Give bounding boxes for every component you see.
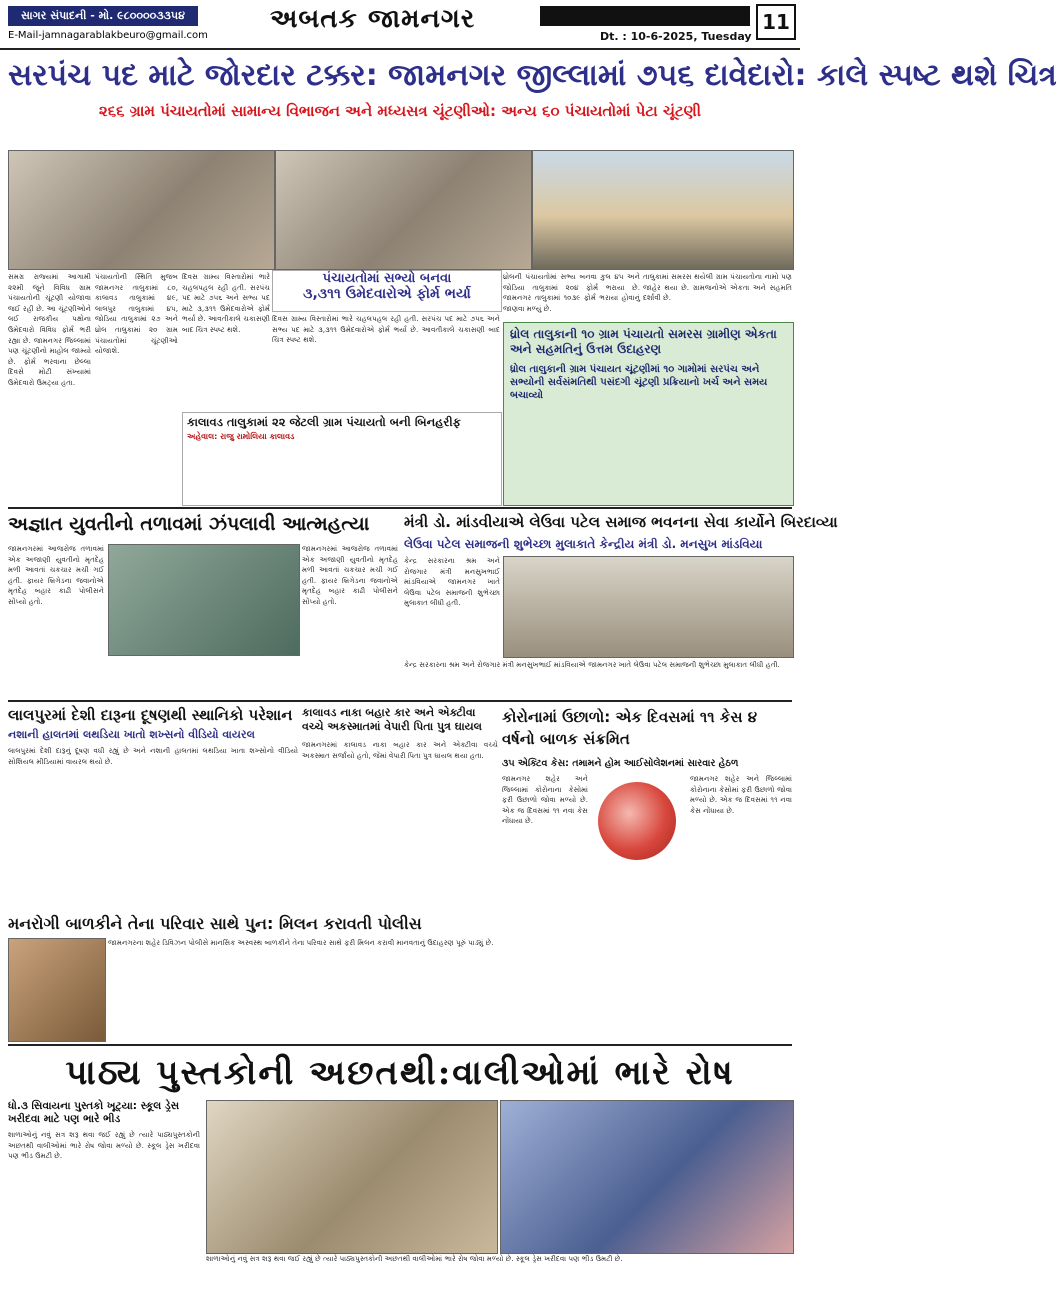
photo-minister [503,556,794,658]
header-bar [540,6,750,26]
kalavad-byline: અહેવાલ: રાજુ રામોલિયા કાલાવડ [187,432,295,441]
photo-lake [108,544,300,656]
suicide-headline: અજ્ઞાત યુવતીનો તળાવમાં ઝંપલાવી આત્મહત્યા [8,513,370,535]
photo-crowd [532,150,794,270]
covid-text: જામનગર શહેર અને જિલ્લામાં કોરોનાના કેસોમાં ફરી ઉછાળો જોવા મળ્યો છે. એક જ દિવસમાં ૧૧ નવા કેસ નોંધાયા છે. [502,774,588,826]
masthead-logo: અબતક જામનગર [270,4,476,34]
edition-label: સાગર સંપાદની - મો. ૯૮૦૦૦૦૩૩૫૪ [8,6,198,26]
covid-headline: કોરોનામાં ઉછાળો: એક દિવસમાં ૧૧ કેસ ૪ વર્ષનો બાળક સંક્રમિત [502,708,758,748]
lead-column-2: પંચાયતોની સ્થિતિ મુજબ જામનગર તાલુકામાં ૮૦, કાલાવડ તાલુકામાં ૪૯, લાલપુર તાલુકામાં ૪૫, જોડિયા તાલુકામાં ૨૭ અને ધ્રોલ તાલુકામાં ૨૦ ગ્રામ પંચાયતોમાં ચૂંટણીઓ યોજાશે. [95,272,178,356]
photo-bookstore [206,1100,498,1254]
members-box-title: પંચાયતોમાં સભ્યો બનવા [322,271,452,286]
reunion-text: જામનગરના શહેર ડિવિઝન પોલીસે માનસિક અસ્વસ્થ બાળકીને તેના પરિવાર સાથે ફરી મિલન કરાવી માનવતાનું ઉદાહરણ પૂરું પાડ્યું છે. [108,938,494,947]
minister-headline: મંત્રી ડો. માંડવીયાએ લેઉવા પટેલ સમાજ ભવનના સેવા કાર્યોને બિરદાવ્યા [404,513,838,531]
dhrol-title: ધ્રોલ તાલુકાની ૧૦ ગ્રામ પંચાયતો સમરસ ગ્રામીણ એકતા અને સહમતિનું ઉત્તમ ઉદાહરણ [510,327,777,356]
members-box [272,270,502,312]
photo-candidates [275,150,532,270]
lead-subhead: ૨૬૬ ગ્રામ પંચાયતોમાં સામાન્ય વિભાજન અને મધ્યસત્ર ચૂંટણીઓ: અન્ય ૬૦ પંચાયતોમાં પેટા ચૂંટણી [98,102,702,120]
kalavad-box [182,412,502,506]
liquor-subhead: નશાની હાલતમાં લથડિયા ખાતો શખ્સનો વીડિયો વાયરલ [8,728,255,741]
page-number: 11 [756,4,796,40]
minister-text-2: કેન્દ્ર સરકારના શ્રમ અને રોજગાર મંત્રી મનસુખભાઈ માંડવિયાએ જામનગર ખાતે લેઉવા પટેલ સમાજની શુભેચ્છા મુલાકાત લીધી હતી. [404,660,780,669]
covid-subhead: ૩૫ એક્ટિવ કેસ: તમામને હોમ આઈસોલેશનમાં સારવાર હેઠળ [502,758,739,769]
dhrol-body: ધ્રોલ તાલુકાની ગ્રામ પંચાયત ચૂંટણીમાં ૧૦ ગામોમાં સરપંચ અને સભ્યોની સર્વસંમતિથી પસંદગી ચૂંટણી પ્રક્રિયાનો ખર્ચ અને સમય બચાવ્યો [510,364,768,401]
covid-text-2: જામનગર શહેર અને જિલ્લામાં કોરોનાના કેસોમાં ફરી ઉછાળો જોવા મળ્યો છે. એક જ દિવસમાં ૧૧ નવા કેસ નોંધાયા છે. [690,774,792,815]
divider [8,507,792,509]
lead-column-3: દિવસ ગ્રામ્ય વિસ્તારોમાં ભારે ચહલપહલ રહી હતી. સરપંચ પદ માટે ૭૫૬ અને સભ્ય પદ માટે ૩,૩૧૧ ઉમેદવારોએ ફોર્મ ભર્યા છે. આવતીકાલે ચકાસણી બાદ ચિત્ર સ્પષ્ટ થશે. [182,272,270,334]
textbook-headline: પાઠ્ય પુસ્તકોની અછતથી:વાલીઓમાં ભારે રોષ [65,1053,735,1093]
divider [8,1044,792,1046]
lead-column-1: સમગ્ર રાજ્યમાં આગામી ૨૨મી જૂને વિવિધ ગ્રામ પંચાયતોની ચૂંટણી યોજાવા જઈ રહી છે. આ ચૂંટણીઓને લઈ રાજકીય પક્ષોના ઉમેદવારો વિવિધ ફોર્મ ભરી રહ્યા છે. જામનગર જિલ્લામાં પણ ચૂંટણીનો માહોલ જામ્યો છે. ફોર્મ ભરવાના છેલ્લા દિવસે મોટી સંખ્યામાં ઉમેદવારો ઉમટ્યા હતા. [8,272,91,387]
lead-column-3b: દિવસ ગ્રામ્ય વિસ્તારોમાં ભારે ચહલપહલ રહી હતી. સરપંચ પદ માટે ૭૫૬ અને સભ્ય પદ માટે ૩,૩૧૧ ઉમેદવારોએ ફોર્મ ભર્યા છે. આવતીકાલે ચકાસણી બાદ ચિત્ર સ્પષ્ટ થશે. [272,314,500,345]
photo-officials [8,150,275,270]
accident-text: જામનગરમાં કાલાવડ નાકા બહાર કાર અને એક્ટીવા વચ્ચે અકસ્માત સર્જાયો હતો, જેમાં વેપારી પિતા પુત્ર ઘાયલ થયા હતા. [302,740,498,760]
virus-icon [598,782,676,860]
textbook-subhead: ધો.૩ સિવાયના પુસ્તકો ખૂટ્યા: સ્કૂલ ડ્રેસ ખરીદવા માટે પણ ભારે ભીડ [8,1100,180,1125]
suicide-text-2: જામનગરમાં આજરોજ તળાવમાં એક અજાણી યુવતીનો મૃતદેહ મળી આવતાં ચકચાર મચી ગઈ હતી. ફાયર બ્રિગેડના જવાનોએ મૃતદેહ બહાર કાઢી પોલીસને સોંપ્યો હતો. [302,544,398,606]
liquor-headline: લાલપુરમાં દેશી દારૂના દૂષણથી સ્થાનિકો પરેશાન [8,706,293,724]
minister-text: કેન્દ્ર સરકારના શ્રમ અને રોજગાર મંત્રી મનસુખભાઈ માંડવિયાએ જામનગર ખાતે લેઉવા પટેલ સમાજની શુભેચ્છા મુલાકાત લીધી હતી. [404,556,500,608]
photo-uniform-shop [500,1100,794,1254]
lead-headline: સરપંચ પદ માટે જોરદાર ટક્કર: જામનગર જીલ્લામાં ૭૫૬ દાવેદારો: કાલે સ્પષ્ટ થશે ચિત્ર [8,58,1057,93]
suicide-text: જામનગરમાં આજરોજ તળાવમાં એક અજાણી યુવતીનો મૃતદેહ મળી આવતાં ચકચાર મચી ગઈ હતી. ફાયર બ્રિગેડના જવાનોએ મૃતદેહ બહાર કાઢી પોલીસને સોંપ્યો હતો. [8,544,104,606]
liquor-text: લાલપુરમાં દેશી દારૂનું દૂષણ વધી રહ્યું છે અને નશાની હાલતમાં લથડિયા ખાતા શખ્સોનો વીડિયો સોશિયલ મીડિયામાં વાયરલ થયો છે. [8,746,298,766]
date-text: Dt. : 10-6-2025, Tuesday [600,30,752,43]
textbook-text: શાળાઓનું નવું સત્ર શરૂ થવા જઈ રહ્યું છે ત્યારે પાઠ્યપુસ્તકોની અછતથી વાલીઓમાં ભારે રોષ જોવા મળ્યો છે. સ્કૂલ ડ્રેસ ખરીદવા પણ ભીડ ઉમટી છે. [8,1130,200,1161]
kalavad-title: કાલાવડ તાલુકામાં ૨૨ જેટલી ગ્રામ પંચાયતો બની બિનહરીફ [187,415,461,429]
lead-column-4: ધ્રોલની પંચાયતોમાં સભ્ય બનવા કુલ ૪૫ અને જોડિયા તાલુકામાં ૨૦૪ ફોર્મ ભરાયા છે. જામનગર તાલુકામાં ૧૦૩૯ ફોર્મ ભરાયા હોવાનું જાણવા મળ્યું છે. [503,272,640,313]
members-box-subtitle: ૩,૩૧૧ ઉમેદવારોએ ફોર્મ ભર્યા [303,286,471,302]
lead-column-5: તાલુકામાં સમરસ થયેલી ગ્રામ પંચાયતોના નામો પણ જાહેર થયા છે. ગ્રામજનોએ એકતા અને સહમતિ દર્શાવી છે. [643,272,792,303]
dhrol-box [503,322,794,506]
accident-headline: કાલાવડ નાકા બહાર કાર અને એક્ટીવા વચ્ચે અકસ્માતમાં વેપારી પિતા પુત્ર ઘાયલ [302,706,482,733]
photo-family [8,938,106,1042]
email-text: E-Mail-jamnagarablakbeuro@gmail.com [8,30,208,41]
reunion-headline: મનરોગી બાળકીને તેના પરિવાર સાથે પુન: મિલન કરાવતી પોલીસ [8,914,422,933]
textbook-text-2: શાળાઓનું નવું સત્ર શરૂ થવા જઈ રહ્યું છે ત્યારે પાઠ્યપુસ્તકોની અછતથી વાલીઓમાં ભારે રોષ જોવા મળ્યો છે. સ્કૂલ ડ્રેસ ખરીદવા પણ ભીડ ઉમટી છે. [206,1254,623,1263]
divider [8,700,792,702]
minister-subhead: લેઉવા પટેલ સમાજની શુભેચ્છા મુલાકાતે કેન્દ્રીય મંત્રી ડો. મનસુખ માંડવિયા [404,537,763,551]
